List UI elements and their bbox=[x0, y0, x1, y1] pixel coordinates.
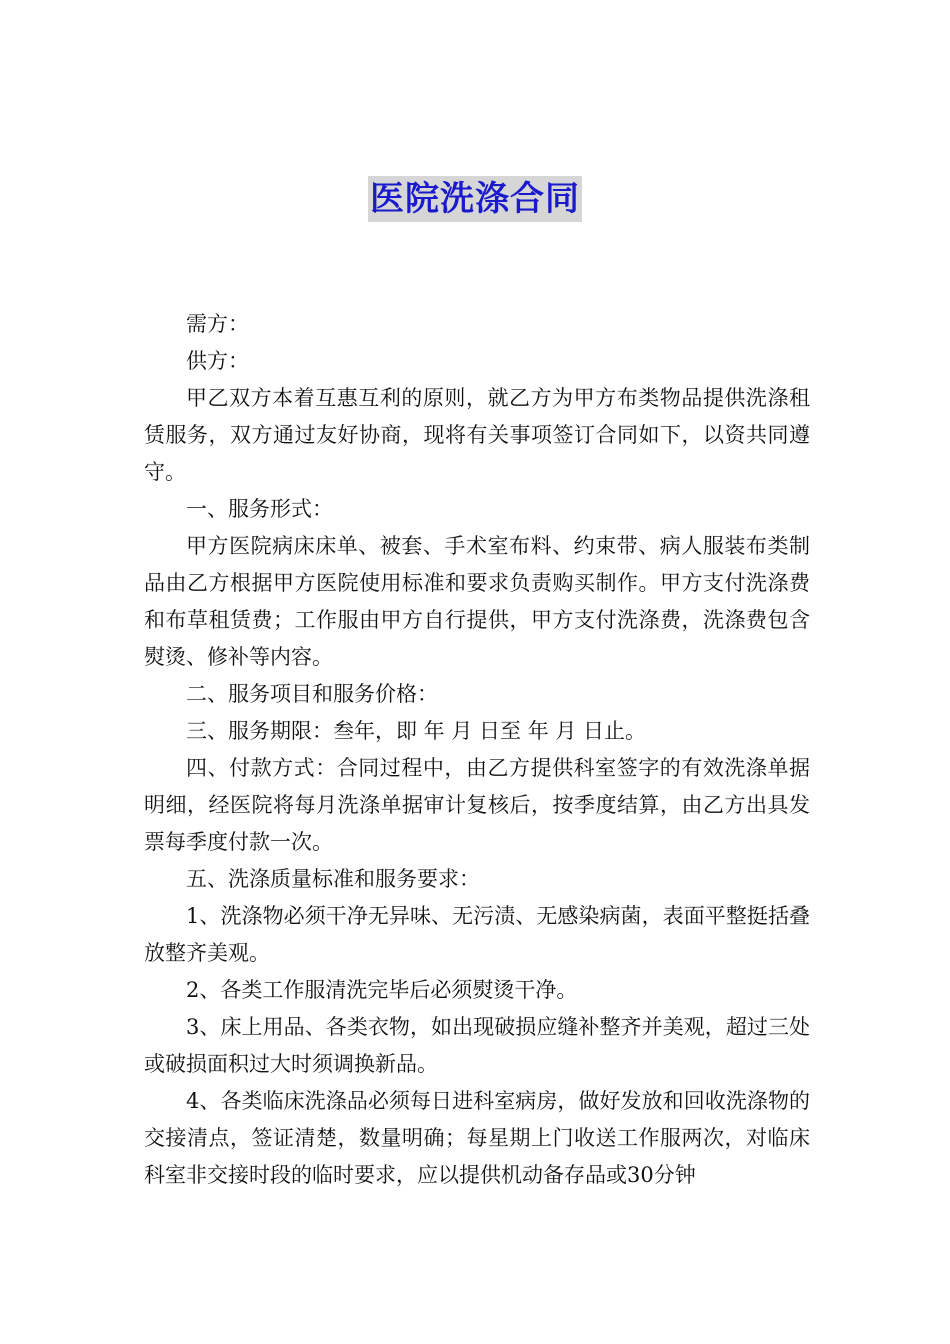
quality-item-3: 3、床上用品、各类衣物，如出现破损应缝补整齐并美观，超过三处或破损面积过大时须调换新品。 bbox=[144, 1015, 810, 1076]
document-body bbox=[144, 306, 810, 1194]
quality-item-4: 4、各类临床洗涤品必须每日进科室病房，做好发放和回收洗涤物的交接清点，签证清楚，数量明确；每星期上门收送工作服两次，对临床科室非交接时段的临时要求，应以提供机动备存品或30分钟 bbox=[144, 1089, 810, 1187]
quality-item-1: 1、洗涤物必须干净无异味、无污渍、无感染病菌，表面平整挺括叠放整齐美观。 bbox=[144, 904, 810, 965]
title-container bbox=[0, 176, 950, 222]
payment-method-paragraph: 四、付款方式：合同过程中，由乙方提供科室签字的有效洗涤单据明细，经医院将每月洗涤单据审计复核后，按季度结算，由乙方出具发票每季度付款一次。 bbox=[144, 756, 810, 854]
preamble-paragraph: 甲乙双方本着互惠互利的原则，就乙方为甲方布类物品提供洗涤租赁服务，双方通过友好协商，现将有关事项签订合同如下，以资共同遵守。 bbox=[144, 386, 810, 484]
service-form-paragraph: 甲方医院病床床单、被套、手术室布料、约束带、病人服装布类制品由乙方根据甲方医院使用标准和要求负责购买制作。甲方支付洗涤费和布草租赁费；工作服由甲方自行提供，甲方支付洗涤费，洗涤费包含熨烫、修补等内容。 bbox=[144, 534, 810, 669]
section-heading-service-form: 一、服务形式： bbox=[186, 497, 333, 521]
document-title: 医院洗涤合同 bbox=[368, 176, 582, 222]
section-heading-quality: 五、洗涤质量标准和服务要求： bbox=[186, 867, 480, 891]
quality-item-2: 2、各类工作服清洗完毕后必须熨烫干净。 bbox=[186, 978, 578, 1002]
party-supplier-line: 供方： bbox=[186, 349, 249, 373]
party-buyer-line: 需方： bbox=[186, 312, 249, 336]
service-term-paragraph: 三、服务期限：叁年，即 年 月 日至 年 月 日止。 bbox=[186, 719, 647, 743]
section-heading-service-items: 二、服务项目和服务价格： bbox=[186, 682, 438, 706]
